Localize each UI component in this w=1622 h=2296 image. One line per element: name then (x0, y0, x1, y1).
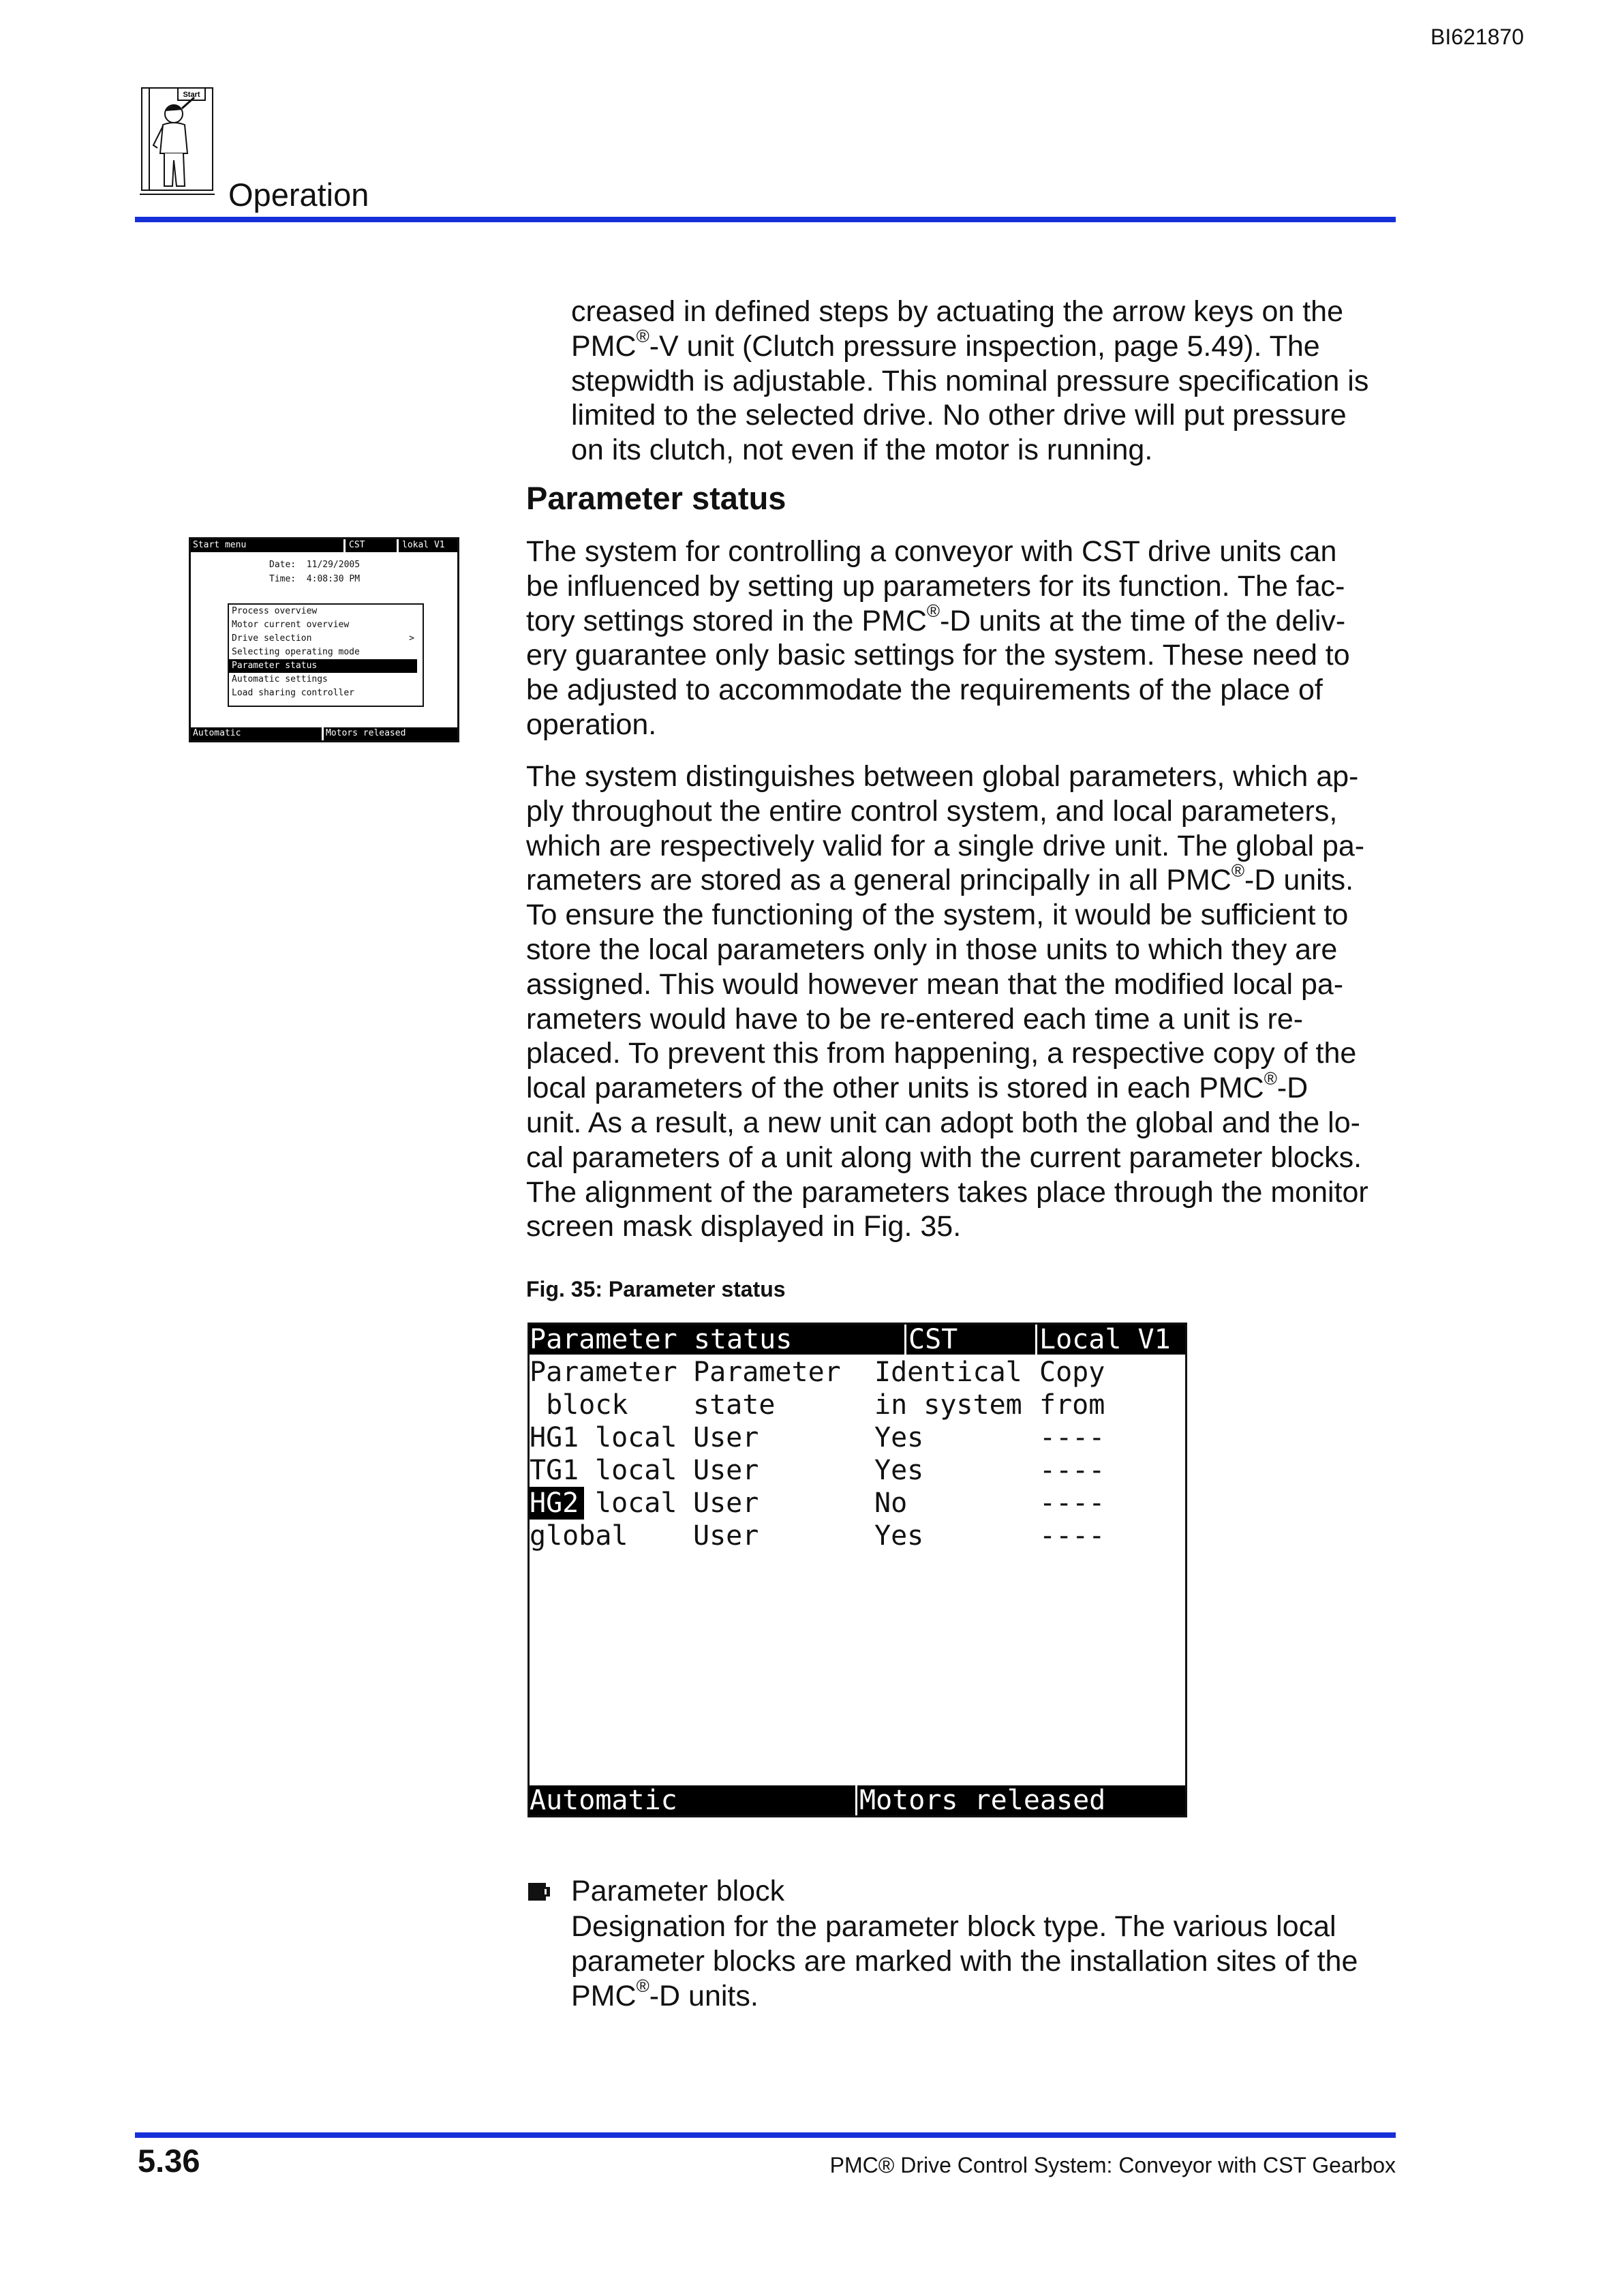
text-line: The system distinguishes between global parameters, which ap- (526, 760, 1359, 793)
text-line: which are respectively valid for a single drive unit. The global pa- (526, 829, 1365, 862)
text-line: limited to the selected drive. No other drive will put pressure (571, 399, 1347, 432)
text-line: parameter blocks are marked with the installation sites of the (571, 1944, 1358, 1978)
screen-status-left: Automatic (530, 1785, 677, 1816)
worker-start-icon (140, 85, 215, 205)
text-line: on its clutch, not even if the motor is running. (571, 434, 1153, 467)
thumb-title-bar (191, 539, 457, 552)
thumb-menu-item: Process overview (232, 606, 318, 616)
thumb-status-left: Automatic (193, 728, 241, 738)
footer-title: PMC® Drive Control System: Conveyor with CST Gearbox (829, 2153, 1396, 2177)
footer-rule (135, 2132, 1396, 2138)
column-header: block (530, 1389, 628, 1421)
table-cell-scope: local (595, 1422, 677, 1453)
page-number: 5.36 (138, 2143, 200, 2179)
square-bullet-icon (528, 1883, 550, 1901)
table-cell-block[interactable]: TG1 (530, 1455, 579, 1486)
text-line: PMC®-V unit (Clutch pressure inspection, page 5.49). The (571, 326, 1320, 363)
text-line: be adjusted to accommodate the requirements of the place of (526, 674, 1323, 707)
text-line: unit. As a result, a new unit can adopt both the global and the lo- (526, 1106, 1360, 1139)
section-title: Operation (228, 177, 369, 213)
text-line: To ensure the functioning of the system, it would be sufficient to (526, 898, 1349, 932)
text-line: assigned. This would however mean that the modified local pa- (526, 967, 1344, 1001)
screen-drive: CST (908, 1324, 958, 1355)
text-line: ery guarantee only basic settings for the system. These need to (526, 639, 1350, 672)
thumb-menu (228, 603, 424, 707)
table-cell-identical: Yes (874, 1455, 924, 1486)
table-cell-copy: ---- (1039, 1455, 1105, 1486)
column-header: from (1039, 1389, 1105, 1421)
thumb-menu-item: Drive selection > (229, 632, 423, 646)
table-cell-state: User (693, 1520, 759, 1552)
text-line: placed. To prevent this from happening, a respective copy of the (526, 1037, 1357, 1070)
thumb-drive: CST (349, 540, 365, 550)
thumb-status-right: Motors released (326, 728, 406, 738)
column-header: Identical (874, 1357, 1022, 1388)
text-line: The system for controlling a conveyor with CST drive units can (526, 535, 1337, 568)
thumb-status-bar (191, 727, 457, 740)
text-line: PMC®-D units. (571, 1976, 759, 2012)
start-menu-thumbnail (189, 537, 459, 742)
text-line: creased in defined steps by actuating the arrow keys on the (571, 295, 1344, 328)
table-cell-block[interactable]: HG1 (530, 1422, 579, 1453)
thumb-menu-item: Motor current overview (232, 620, 350, 630)
text-line: operation. (526, 708, 657, 741)
table-cell-copy: ---- (1039, 1422, 1105, 1453)
table-cell-block-selected[interactable]: HG2 (530, 1487, 584, 1520)
table-cell-state: User (693, 1455, 759, 1486)
chevron-right-icon: > (409, 633, 414, 644)
paragraph-1 (526, 534, 1412, 742)
screen-location: Local V1 (1039, 1324, 1171, 1355)
screen-status-bar (530, 1785, 1185, 1815)
table-cell-state: User (693, 1487, 759, 1519)
column-header: state (693, 1389, 776, 1421)
text-line: store the local parameters only in those units to which they are (526, 933, 1338, 966)
table-cell-state: User (693, 1422, 759, 1453)
parameter-status-screen (527, 1323, 1187, 1817)
column-header: Parameter (693, 1357, 841, 1388)
table-cell-identical: Yes (874, 1520, 924, 1552)
text-line: The alignment of the parameters takes place through the monitor (526, 1175, 1368, 1209)
thumb-menu-item: Load sharing controller (232, 688, 355, 698)
column-header: in system (874, 1389, 1022, 1421)
table-cell-block[interactable]: global (530, 1520, 628, 1552)
bullet-title: Parameter block (571, 1875, 785, 1907)
header-rule (135, 217, 1396, 222)
text-line: screen mask displayed in Fig. 35. (526, 1210, 962, 1243)
text-line: ply throughout the entire control system, and local parameters, (526, 794, 1338, 828)
thumb-menu-item: Automatic settings (232, 674, 328, 684)
icon-start-label: Start (183, 91, 200, 99)
text-line: stepwidth is adjustable. This nominal pressure specification is (571, 364, 1369, 397)
screen-title: Parameter status (530, 1324, 793, 1355)
table-cell-copy: ---- (1039, 1487, 1105, 1519)
table-cell-scope: local (595, 1487, 677, 1519)
screen-status-right: Motors released (859, 1785, 1106, 1816)
text-line: tory settings stored in the PMC®-D units at the time of the deliv- (526, 601, 1346, 637)
text-line: cal parameters of a unit along with the current parameter blocks. (526, 1141, 1362, 1174)
text-line: rameters would have to be re-entered each time a unit is re- (526, 1002, 1304, 1036)
thumb-menu-item-selected: Parameter status (229, 659, 417, 673)
column-header: Copy (1039, 1357, 1105, 1388)
text-line: be influenced by setting up parameters for its function. The fac- (526, 569, 1345, 603)
table-cell-identical: No (874, 1487, 908, 1519)
paragraph-2 (526, 759, 1412, 1244)
bullet-description (571, 1909, 1409, 2013)
intro-paragraph (571, 294, 1409, 468)
thumb-menu-item: Selecting operating mode (232, 647, 360, 657)
document-id: BI621870 (1430, 25, 1524, 49)
table-cell-copy: ---- (1039, 1520, 1105, 1552)
table-cell-identical: Yes (874, 1422, 924, 1453)
screen-title-bar (530, 1325, 1185, 1355)
column-header: Parameter (530, 1357, 677, 1388)
thumb-location: lokal V1 (402, 540, 445, 550)
table-cell-scope: local (595, 1455, 677, 1486)
text-line: rameters are stored as a general principally in all PMC®-D units. (526, 860, 1354, 897)
figure-caption: Fig. 35: Parameter status (526, 1277, 786, 1301)
thumb-title: Start menu (193, 540, 247, 550)
parameter-status-heading: Parameter status (526, 480, 786, 516)
text-line: local parameters of the other units is stored in each PMC®-D (526, 1068, 1309, 1105)
text-line: Designation for the parameter block type. The various local (571, 1910, 1336, 1943)
thumb-datetime: Date: 11/29/2005 Time: 4:08:30 PM (269, 560, 361, 584)
